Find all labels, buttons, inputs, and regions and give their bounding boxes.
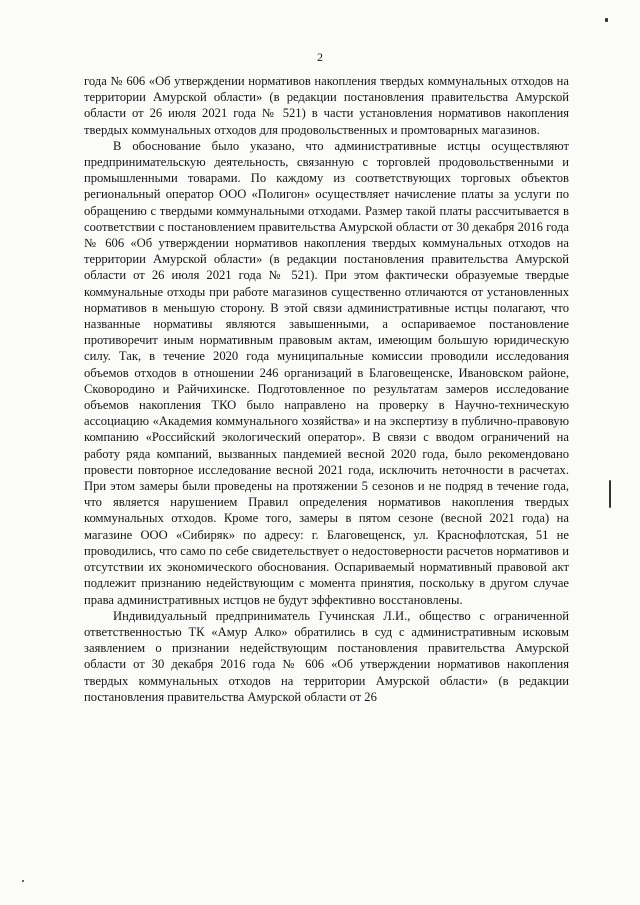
paragraph-continuation: года № 606 «Об утверждении нормативов накопления твердых коммунальных отходов на территории Амурской области» (в редакции постановления правительства Амурской области от 26 июля 2021 года № 521) в части установления нормативов накопления твердых коммунальных отходов для продовольственных и промтоварных магазинов. <box>84 74 569 137</box>
page-number: 2 <box>317 50 323 64</box>
scan-speck <box>22 880 24 882</box>
paragraph-grounds: В обоснование было указано, что административные истцы осуществляют предпринимательскую деятельность, связанную с торговлей продовольственными и промышленными товарами. По каждому из соответствующих торговых объектов региональный оператор ООО «Полигон» осуществляет начисление платы за услуги по обращению с твердыми коммунальными отходами. Размер такой платы рассчитывается в соответствии с постановлением правительства Амурской области от 30 декабря 2016 года № 606 «Об утверждении нормативов накопления твердых коммунальных отходов на территории Амурской области» (в редакции постановления правительства Амурской области от 26 июля 2021 года № 521). При этом фактически образуемые твердые коммунальные отходы при работе магазинов существенно отличаются от установленных нормативов в меньшую сторону. В этой связи административные истцы полагают, что названные нормативы являются завышенными, а оспариваемое постановление противоречит иным нормативным правовым актам, имеющим большую юридическую силу. Так, в течение 2020 года муниципальные комиссии проводили исследования объемов отходов в отношении 246 организаций в Благовещенске, Ивановском районе, Сковородино и Райчихинске. Подготовленное по результатам замеров исследование объемов накопления ТКО было направлено на проверку в Научно-техническую ассоциацию «Академия коммунального хозяйства» и на экспертизу в публично-правовую компанию «Российский экологический оператор». В связи с вводом ограничений на работу ряда компаний, вызванных пандемией весной 2020 года, было рекомендовано провести повторное исследование весной 2021 года, исключить неточности в расчетах. При этом замеры были проведены на протяжении 5 сезонов и не подряд в течение года, что является нарушением Правил определения нормативов накопления твердых коммунальных отходов. Кроме того, замеры в пятом сезоне (весной 2021 года) на магазине ООО «Сибиряк» по адресу: г. Благовещенск, ул. Краснофлотская, 51 не проводились, что само по себе свидетельствует о недостоверности расчетов нормативов и отсутствии их экономического обоснования. Оспариваемый нормативный правовой акт подлежит признанию недействующим с момента принятия, поскольку в другом случае права административных истцов не будут эффективно восстановлены. <box>84 138 569 607</box>
scan-speck <box>605 18 608 22</box>
paragraph-applicants: Индивидуальный предприниматель Гучинская Л.И., общество с ограниченной ответственностью ТК «Амур Алко» обратились в суд с административным исковым заявлением о признании недействующим постановления правительства Амурской области от 30 декабря 2016 года № 606 «Об утверждении нормативов накопления твердых коммунальных отходов на территории Амурской области» (в редакции постановления правительства Амурской области от 26 <box>84 608 569 704</box>
document-body <box>84 73 569 705</box>
scan-mark <box>609 480 611 508</box>
